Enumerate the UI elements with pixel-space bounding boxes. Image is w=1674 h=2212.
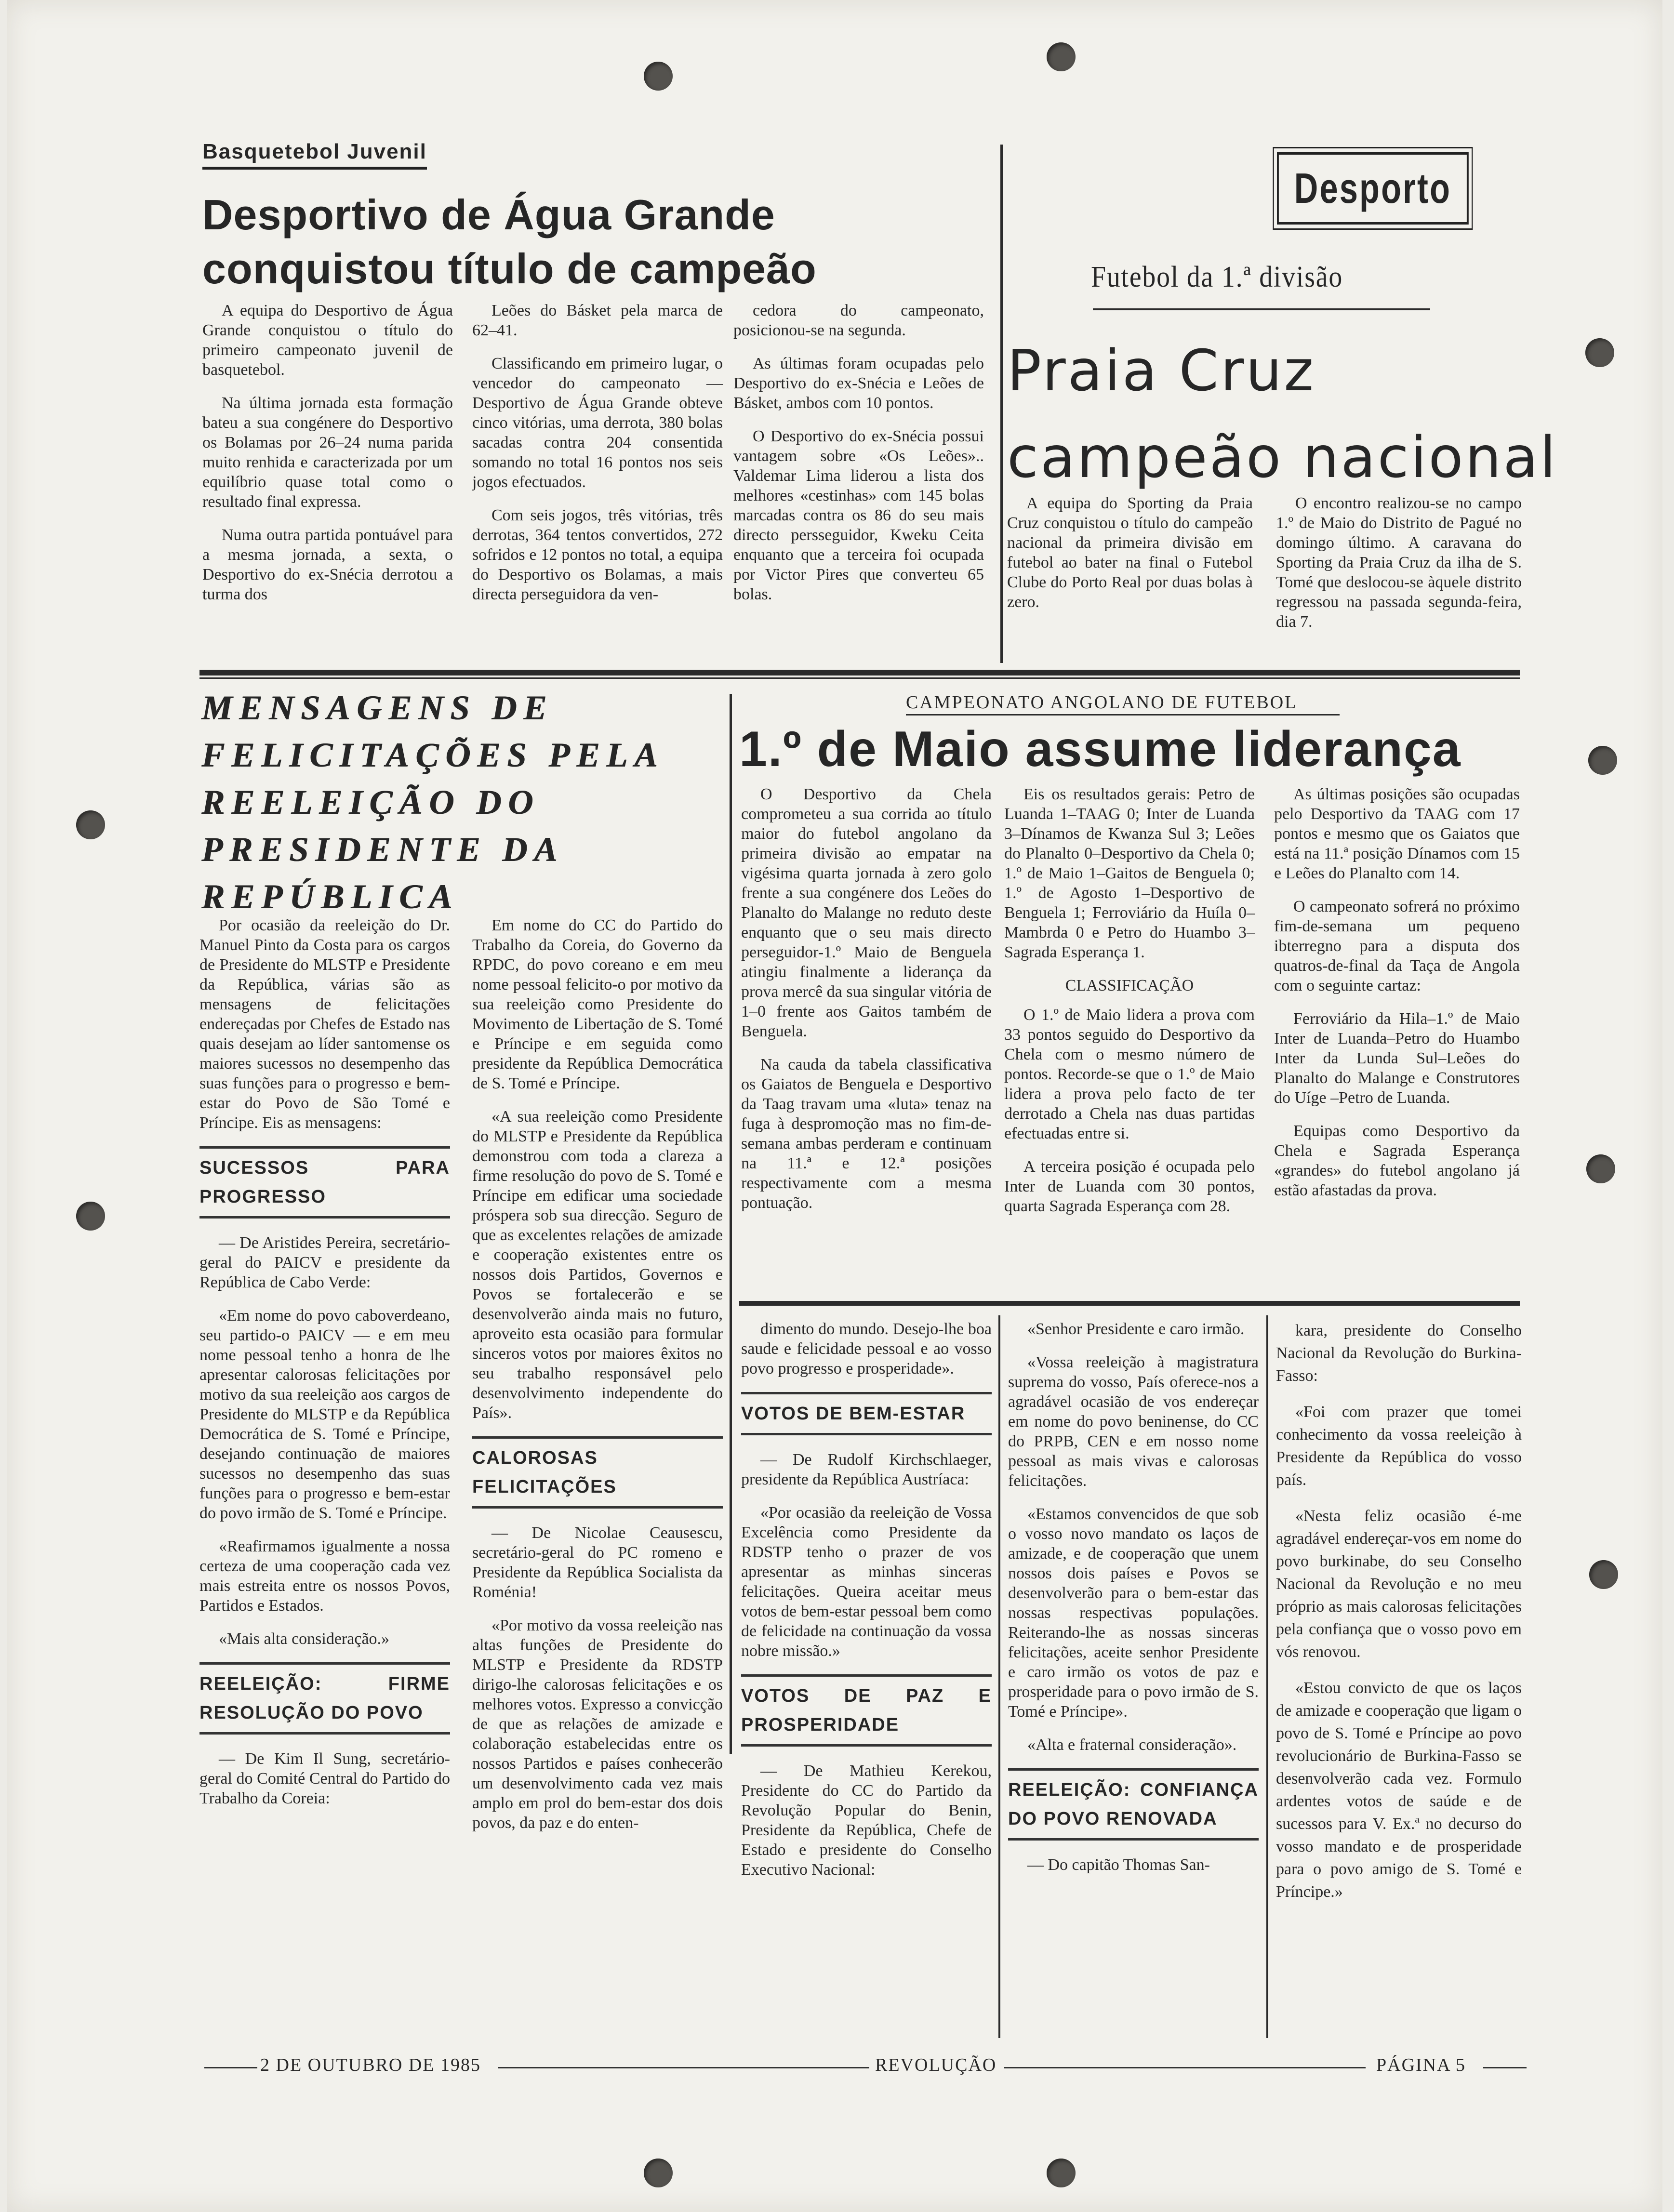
subhead-reeleicao-firme: REELEIÇÃO: FIRME RESOLUÇÃO DO POVO (199, 1662, 450, 1735)
section-label-desporto: Desporto (1277, 152, 1469, 225)
lower-col-4: «Senhor Presidente e caro irmão. «Vossa reeleição à magistratura suprema do vosso, País oferece-nos a agradável ocasião de vos endereçar em nome do povo beninense, do CC do PRPB, CEN e em nosso nome pessoal as mais vivas e calorosas felicitações. «Estamos convencidos de que sob o vosso novo mandato os laços de amizade, e de cooperação que unem nossos dois países e Povos se desenvolverão para o bem-estar das nossas respectivas populações. Reiterando-lhe as nossas sinceras felicitações, aceite senhor Presidente e caro irmão os votos de paz e prosperidade para o povo irmão de S. Tomé e Príncipe». «Alta e fraternal consideração». REELEIÇÃO: CONFIANÇA DO POVO RENOVADA — Do capitão Thomas San- (1008, 1320, 1259, 1874)
basket-col-3: cedora do campeonato, posicionou-se na segunda. As últimas foram ocupadas pelo Desportivo do ex-Snécia e Leões de Básket, ambos com 10 pontos. O Desportivo do ex-Snécia possui vantagem sobre «Os Leões».. Valdemar Lima liderou a lista dos melhores «cestinhas» com 145 bolas marcadas contra os 86 do seu mais directo persseguidor, Kweku Ceita enquanto que a terceira foi ocupada por Victor Pires que converteu 65 bolas. (733, 302, 984, 603)
campeonato-col-2: Eis os resultados gerais: Petro de Luanda 1–TAAG 0; Inter de Luanda 3–Dínamos de Kwanza Sul 3; Leões do Planalto 0–Desportivo da Chela 0; 1.º de Maio 1–Gaitos de Benguela 0; 1.º de Agosto 1–Desportivo de Benguela 1; Ferroviário da Huíla 0–Mambrda 0 e Petro do Huambo 3–Sagrada Esperança 1. CLASSIFICAÇÃO O 1.º de Maio lidera a prova com 33 pontos seguido do Desportivo da Chela com o mesmo número de pontos. Recorde-se que o 1.º de Maio lidera a prova pelo facto de ter derrotado a Chela nas duas partidas efectuadas entre si. A terceira posição é ocupada pelo Inter de Luanda com 30 pontos, quarta Sagrada Esperança com 28. (1004, 785, 1255, 1215)
basket-col-2: Leões do Básket pela marca de 62–41. Classificando em primeiro lugar, o vencedor do campeonato — Desportivo de Água Grande obteve cinco vitórias, uma derrota, 380 bolas sacadas contra 204 consentida somando no total 16 pontos nos seis jogos efectuados. Com seis jogos, três vitórias, três derrotas, 364 tentos convertidos, 272 sofridos e 12 pontos no total, a equipa do Desportivo os Bolamas, a mais directa perseguidora da ven- (472, 302, 723, 603)
footer-rule (498, 2067, 869, 2068)
section-divider (739, 1301, 1520, 1306)
subhead-calorosas: CALOROSAS FELICITAÇÕES (472, 1436, 723, 1509)
campeonato-col-1: O Desportivo da Chela comprometeu a sua corrida ao título maior do futebol angolano da primeira divisão ao empatar na vigésima quarta jornada à zero golo frente a sua congénere dos Leões do Planalto do Malange no reduto deste enquanto que o seu mais directo perseguidor-1.º Maio de Benguela atingiu finalmente a liderança da prova mercê da sua singular vitória de 1–0 frente aos Gaitos também de Benguela. Na cauda da tabela classificativa os Gaiatos de Benguela e Desportivo da Taag travam uma «luta» tenaz na fuga à despromoção mas no fim-de-semana ambas perderam e continuam na 11.ª e 12.ª posições respectivamente com a mesma pontuação. (741, 785, 992, 1212)
section-divider (199, 670, 1520, 676)
binder-hole (76, 810, 105, 839)
lower-col-3: dimento do mundo. Desejo-lhe boa saude e felicidade pessoal e ao vosso povo progresso e prosperidade». VOTOS DE BEM-ESTAR — De Rudolf Kirchschlaeger, presidente da República Austríaca: «Por ocasião da reeleição de Vossa Excelência como Presidente da RDSTP tenho o prazer de vos apresentar as minhas sinceras felicitações. Queira aceitar meus votos de bem-estar pessoal bem como de felicidade na continuação da vossa nobre missão.» VOTOS DE PAZ E PROSPERIDADE — De Mathieu Kerekou, Presidente do CC do Partido da Revolução Popular do Benin, Presidente da República, Chefe de Estado e presidente do Conselho Executivo Nacional: (741, 1320, 992, 1879)
subhead-rule (1093, 308, 1430, 310)
binder-hole (76, 1202, 105, 1231)
newspaper-page (7, 0, 1662, 2212)
basket-col-1: A equipa do Desportivo de Água Grande conquistou o título do primeiro campeonato juvenil de basquetebol. Na última jornada esta formação bateu a sua congénere do Desportivo os Bolamas por 26–24 numa parida muito renhida e caracterizada por um equilíbrio quase total como o resultado final expressa. Numa outra partida pontuável para a mesma jornada, a sexta, o Desportivo do ex-Snécia derrotou a turma dos (202, 302, 453, 603)
basket-headline (202, 188, 993, 296)
subhead-votos-paz: VOTOS DE PAZ E PROSPERIDADE (741, 1674, 992, 1747)
praia-headline-line2: campeão nacional (1007, 424, 1558, 490)
kicker-rule (906, 714, 1340, 715)
footer-paper-name: REVOLUÇÃO (875, 2055, 997, 2075)
mensagens-col-2: Em nome do CC do Partido do Trabalho da Coreia, do Governo da RPDC, do povo coreano e em meu nome pessoal felicito-o por motivo da sua reeleição como Presidente do Movimento de Libertação de S. Tomé e Príncipe e em seguida como presidente da República Democrática de S. Tomé e Príncipe. «A sua reeleição como Presidente do MLSTP e Presidente da República demonstrou com toda a clareza a firme resolução do povo de S. Tomé e Príncipe em edificar uma sociedade próspera sob sua direcção. Seguro de que as excelentes relações de amizade e cooperação existentes entre os nossos dois Partidos, Governos e Povos se fortalecerão e se desenvolverão ainda mais no futuro, aproveito esta ocasião para formular sinceros votos por maiores êxitos no seu trabalho responsável pelo desenvolvimento independente do País». CALOROSAS FELICITAÇÕES — De Nicolae Ceausescu, secretário-geral do PC romeno e Presidente da República Socialista da Roménia! «Por motivo da vossa reeleição nas altas funções de Presidente do MLSTP e Presidente da RDSTP dirigo-lhe calorosas felicitações e os melhores votos. Expresso a convicção de que as relações de amizade e colaboração estabelecidas entre os nossos Partidos e países conhecerão um desenvolvimento cada vez mais amplo em prol do bem-estar dos dois povos, da paz e do enten- (472, 916, 723, 1832)
footer-date: 2 DE OUTUBRO DE 1985 (260, 2055, 481, 2075)
mensagens-headline: MENSAGENS DE FELICITAÇÕES PELA REELEIÇÃO DO PRESIDENTE DA REPÚBLICA (201, 689, 664, 916)
section-divider-thin (199, 677, 1520, 679)
campeonato-col-3: As últimas posições são ocupadas pelo Desportivo da TAAG com 17 pontos e mesmo que os Gaiatos que está na 11.ª posição Dínamos com 15 e Leões do Planalto com 14. O campeonato sofrerá no próximo fim-de-semana um pequeno ibterregno para a disputa dos quatros-de-final da Taça de Angola com o seguinte cartaz: Ferroviário da Hila–1.º de Maio Inter de Luanda–Petro do Huambo Inter da Lunda Sul–Leões do Planalto do Malange e Construtores do Uíge –Petro de Luanda. Equipas como Desportivo da Chela e Sagrada Esperança «grandes» do futebol angolano já estão afastadas da prova. (1274, 785, 1520, 1199)
lower-col-5: kara, presidente do Conselho Nacional da Revolução do Burkina-Fasso: «Foi com prazer que tomei conhecimento da vossa reeleição à Presidente da República do vosso país. «Nesta feliz ocasião é-me agradável endereçar-vos em nome do povo burkinabe, do seu Conselho Nacional da Revolução e no meu próprio as mais calorosas felicitações pela confiança que o vosso povo em vós renovou. «Estou convicto de que os laços de amizade e cooperação que ligam o povo de S. Tomé e Príncipe ao povo revolucionário de Burkina-Fasso se desenvolverão cada vez. Formulo ardentes votos de saúde e de sucessos para V. Ex.ª no decurso do vosso mandato e de prosperidade para o povo amigo de S. Tomé e Príncipe.» (1276, 1322, 1522, 1901)
desporto-subhead: Futebol da 1.ª divisão (1091, 261, 1343, 293)
binder-hole (1586, 1154, 1615, 1183)
column-rule (998, 1315, 1000, 2038)
binder-hole (644, 2159, 673, 2187)
mensagens-col-1: Por ocasião da reeleição do Dr. Manuel Pinto da Costa para os cargos de Presidente do MLSTP e Presidente da República, várias são as mensagens de felicitações endereçadas por Chefes de Estado nas quais desejam ao líder santomense os maiores sucessos no desempenho das suas funções para o progresso e bem-estar do Povo de São Tomé e Príncipe. Eis as mensagens: SUCESSOS PARA PROGRESSO — De Aristides Pereira, secretário-geral do PAICV e presidente da República de Cabo Verde: «Em nome do povo caboverdeano, seu partido-o PAICV — e em meu nome pessoal tenho a honra de lhe apresentar calorosas felicitações por motivo da sua reeleição aos cargos de Presidente do MLSTP e da República Democrática de S. Tomé e Príncipe, desejando continuação de maiores sucessos no desempenho das suas funções para o progresso e bem-estar do povo irmão de S. Tomé e Príncipe. «Reafirmamos igualmente a nossa certeza de uma cooperação cada vez mais estreita entre os nossos Povos, Partidos e Estados. «Mais alta consideração.» REELEIÇÃO: FIRME RESOLUÇÃO DO POVO — De Kim Il Sung, secretário-geral do Comité Central do Partido do Trabalho da Coreia: (199, 916, 450, 1807)
campeonato-headline: 1.º de Maio assume liderança (739, 721, 1461, 777)
praia-col-1: A equipa do Sporting da Praia Cruz conquistou o título do campeão nacional da primeira divisão em futebol ao bater na final o Futebol Clube do Porto Real por duas bolas à zero. (1007, 494, 1253, 611)
subhead-sucessos: SUCESSOS PARA PROGRESSO (199, 1146, 450, 1219)
footer-page-number: PÁGINA 5 (1376, 2055, 1466, 2075)
binder-hole (1589, 1560, 1618, 1589)
binder-hole (1047, 42, 1076, 71)
classificacao-subhead: CLASSIFICAÇÃO (1065, 977, 1194, 994)
subhead-confianca: REELEIÇÃO: CONFIANÇA DO POVO RENOVADA (1008, 1768, 1259, 1841)
column-rule (1266, 1315, 1268, 2038)
praia-col-2: O encontro realizou-se no campo 1.º de Maio do Distrito de Pagué no domingo último. A caravana do Sporting da Praia Cruz da ilha de S. Tomé que deslocou-se àquele distrito regressou na passada segunda-feira, dia 7. (1276, 494, 1522, 631)
footer-rule (1004, 2067, 1366, 2068)
subhead-votos-bem-estar: VOTOS DE BEM-ESTAR (741, 1392, 992, 1435)
basket-kicker: Basquetebol Juvenil (202, 140, 427, 170)
praia-headline-line1: Praia Cruz (1007, 337, 1316, 404)
binder-hole (1047, 2159, 1076, 2187)
campeonato-kicker: CAMPEONATO ANGOLANO DE FUTEBOL (906, 692, 1298, 713)
binder-hole (644, 62, 673, 91)
binder-hole (1585, 338, 1614, 367)
column-rule (1000, 145, 1003, 663)
basket-headline-line2: conquistou título de campeão (202, 245, 817, 292)
basket-headline-line1: Desportivo de Água Grande (202, 191, 775, 238)
footer-rule (204, 2067, 257, 2068)
footer-rule (1483, 2067, 1527, 2068)
column-rule (730, 694, 732, 1754)
binder-hole (1588, 746, 1617, 775)
